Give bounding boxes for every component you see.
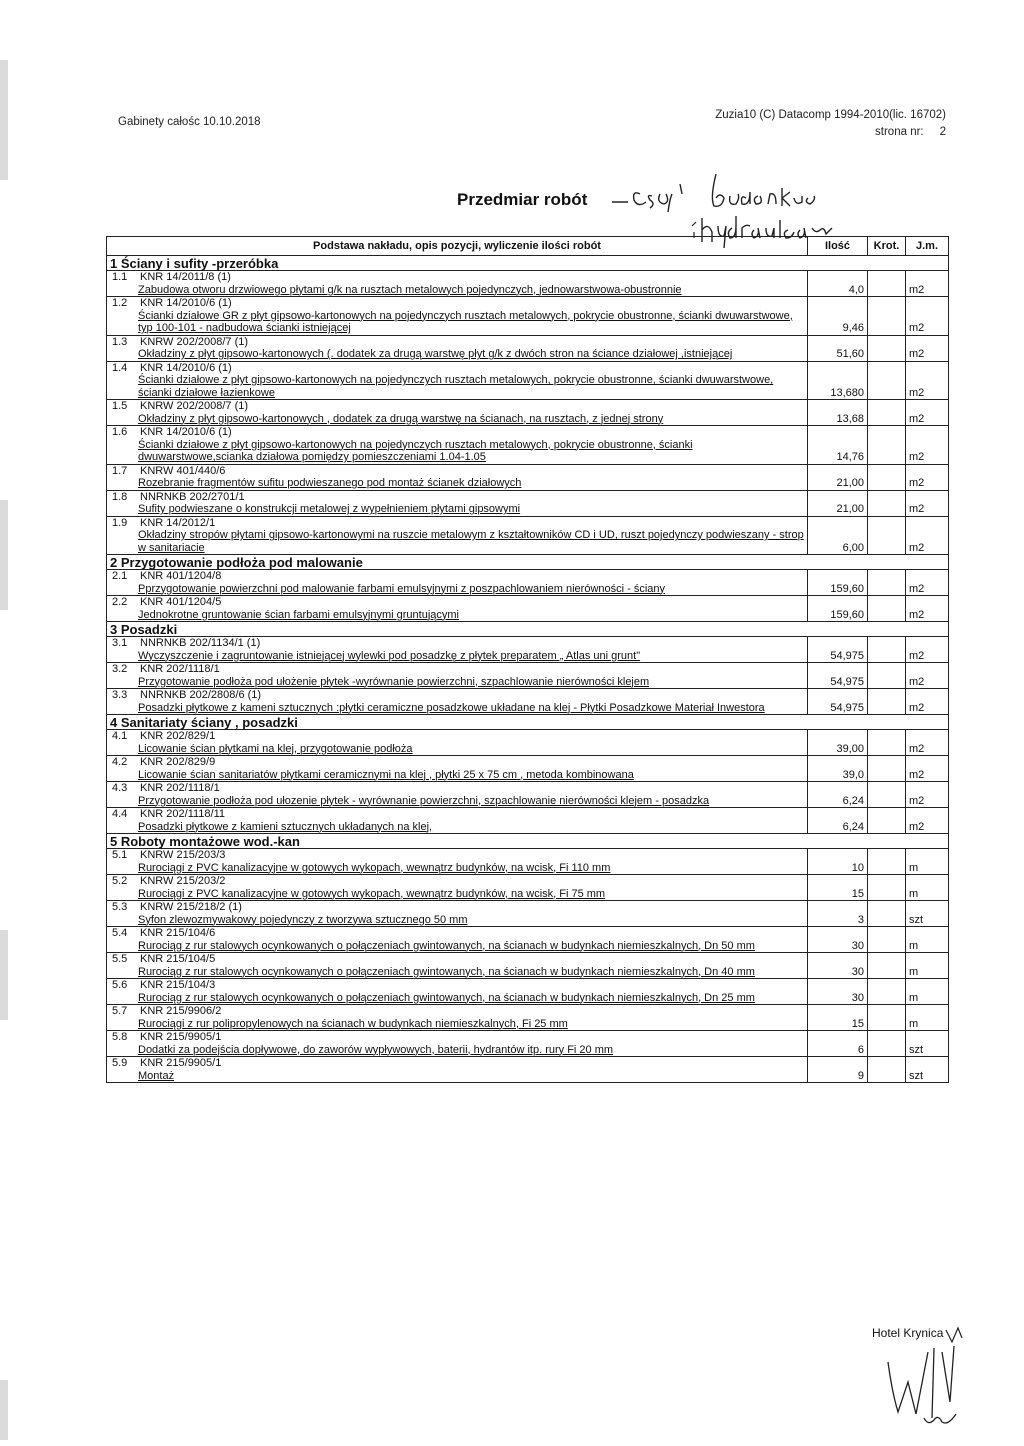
item-description: Rurociągi z PVC kanalizacyjne w gotowych wykopach, wewnątrz budynków, na wcisk, Fi 110 mm [138,861,611,874]
item-code: KNR 215/9905/1 [140,1057,222,1069]
table-row [107,689,949,715]
item-unit: m2 [906,271,949,297]
item-quantity: 15 [808,875,868,901]
item-code-line [110,979,804,992]
item-description-cell [107,570,808,596]
section-row [107,555,949,570]
item-unit: m [906,849,949,875]
item-code: NNRNKB 202/2808/6 (1) [140,689,262,701]
item-code-line [110,336,804,349]
item-unit: m2 [906,663,949,689]
item-code: KNR 215/104/5 [140,953,216,965]
item-code-line [110,596,804,609]
item-quantity: 39,0 [808,756,868,782]
item-number: 1.2 [112,297,128,309]
item-code: KNR 202/829/1 [140,730,216,742]
item-number: 4.3 [112,782,128,794]
item-description: Syfon zlewozmywakowy pojedynczy z tworzywa sztucznego 50 mm [138,913,468,926]
item-number: 1.6 [112,426,128,438]
item-unit: m2 [906,426,949,465]
item-unit: m2 [906,689,949,715]
page-title: Przedmiar robót [457,190,588,209]
item-code-line [110,808,804,821]
item-description-cell [107,953,808,979]
page-number-line [875,126,946,138]
table-row [107,426,949,465]
section-row [107,715,949,730]
item-quantity: 21,00 [808,464,868,490]
table-row [107,271,949,297]
table-row [107,464,949,490]
item-description-cell [107,875,808,901]
table-row [107,953,949,979]
item-code: NNRNKB 202/1134/1 (1) [140,637,261,649]
item-description: Pprzygotowanie powierzchni pod malowanie farbami emulsyjnymi z poszpachlowaniem nierówności - ściany [138,582,666,595]
section-row [107,834,949,849]
item-krot [868,901,906,927]
item-quantity: 14,76 [808,426,868,465]
item-description: Zabudowa otworu drzwiowego płytami g/k na rusztach metalowych pojedynczych, jednowarstwowa-obustronnie [138,283,682,296]
item-number: 5.6 [112,979,128,991]
item-unit: m2 [906,756,949,782]
item-krot [868,596,906,622]
item-number: 3.1 [112,637,128,649]
item-description: Ścianki działowe GR z płyt gipsowo-kartonowych na pojedynczych rusztach metalowych, pokrycie obustronne, ścianki dwuwarstwowe, typ 100-101 - nadbudowa ścianki istniejącej [138,309,793,334]
item-krot [868,1005,906,1031]
item-description-cell [107,271,808,297]
item-krot [868,335,906,361]
item-description: Okładziny z płyt gipsowo-kartonowych (. dodatek za drugą warstwę płyt g/k z dwóch stron na ściance działowej ,istniejącej [138,348,733,360]
item-number: 2.1 [112,570,128,582]
item-quantity: 6,00 [808,516,868,555]
header-description: Podstawa nakładu, opis pozycji, wyliczenie ilości robót [107,237,808,256]
item-unit: m2 [906,516,949,555]
document-header-left: Gabinety całośc 10.10.2018 [118,116,261,128]
table-row [107,927,949,953]
item-quantity: 54,975 [808,637,868,663]
item-krot [868,979,906,1005]
item-quantity: 9,46 [808,297,868,336]
item-krot [868,730,906,756]
item-number: 1.4 [112,361,128,374]
item-unit: m [906,979,949,1005]
item-code-line [110,491,804,504]
table-row [107,490,949,516]
item-quantity: 6,24 [808,808,868,834]
item-description: Ścianki działowe z płyt gipsowo-kartonowych na pojedynczych rusztach metalowych, pokrycie obustronne, ścianki dwuwarstwowe, ścianki działowe łazienkowe [138,374,774,399]
table-row [107,1031,949,1057]
item-number: 1.7 [112,464,128,477]
item-description-cell [107,782,808,808]
item-description-cell [107,756,808,782]
item-code-line [110,782,804,795]
item-quantity: 6 [808,1031,868,1057]
item-quantity: 39,00 [808,730,868,756]
item-description: Rurociągi z PVC kanalizacyjne w gotowych wykopach, wewnątrz budynków, na wcisk, Fi 75 mm [138,887,606,900]
item-number: 5.5 [112,953,128,965]
item-code: KNR 14/2010/6 (1) [140,361,232,374]
item-code: KNRW 401/440/6 [140,464,226,477]
item-krot [868,689,906,715]
handwritten-signature [872,1322,982,1432]
item-description-cell [107,297,808,336]
item-description: Posadzki płytkowe z kameni sztucznych :płytki ceramiczne posadzkowe układane na klej - Płytki Posadzkowe Materiał Inwestora [138,701,765,714]
item-code-line [110,689,804,702]
item-code-line [110,756,804,769]
item-number: 5.2 [112,875,128,887]
item-unit: szt [906,1031,949,1057]
item-number: 1.8 [112,490,128,503]
table-row [107,297,949,336]
table-row [107,756,949,782]
item-unit: m [906,875,949,901]
item-code-line [110,1057,804,1070]
table-row [107,901,949,927]
item-description-cell [107,361,808,400]
item-code: KNR 202/829/9 [140,756,216,768]
item-description-cell [107,808,808,834]
item-code: KNR 215/9905/1 [140,1031,222,1043]
table-body [107,256,949,1083]
item-description-cell [107,1057,808,1083]
item-code: KNR 14/2010/6 (1) [140,297,232,309]
item-description: Wyczyszczenie i zagruntowanie istniejącej wylewki pod posadzkę z płytek preparatem „ Atlas uni grunt" [138,649,641,662]
item-description-cell [107,400,808,426]
item-description: Rurociąg z rur stalowych ocynkowanych o połączeniach gwintowanych, na ścianach w budynkach niemieszkalnych, Dn 25 mm [138,991,755,1004]
item-code: KNRW 215/218/2 (1) [140,901,242,913]
item-unit: m [906,953,949,979]
item-quantity: 10 [808,849,868,875]
item-code: KNR 14/2012/1 [140,516,216,529]
item-code-line [110,637,804,650]
item-description: Jednokrotne gruntowanie ścian farbami emulsyjnymi gruntującymi [138,608,459,621]
item-quantity: 13,680 [808,361,868,400]
item-unit: m2 [906,490,949,516]
section-title: 3 Posadzki [107,622,949,637]
item-number: 5.1 [112,849,128,861]
item-krot [868,637,906,663]
item-description: Licowanie ścian płytkami na klej, przygotowanie podłoża [138,742,413,755]
item-krot [868,361,906,400]
item-quantity: 159,60 [808,570,868,596]
section-title: 5 Roboty montażowe wod.-kan [107,834,949,849]
item-quantity: 30 [808,927,868,953]
table-row [107,400,949,426]
page-label: strona nr: [875,126,924,138]
item-code-line [110,426,804,439]
item-quantity: 9 [808,1057,868,1083]
table-row [107,782,949,808]
item-code: NNRNKB 202/2701/1 [140,490,245,503]
item-krot [868,400,906,426]
header-unit: J.m. [906,237,949,256]
stamp-text: Hotel Krynica [872,1326,944,1340]
table-row [107,875,949,901]
item-description: Rurociągi z rur polipropylenowych na ścianach w budynkach niemieszkalnych, Fi 25 mm [138,1017,568,1030]
item-description-cell [107,596,808,622]
item-krot [868,570,906,596]
item-code-line [110,875,804,888]
item-description-cell [107,927,808,953]
item-code: KNR 215/9906/2 [140,1005,222,1017]
item-quantity: 6,24 [808,782,868,808]
item-code-line [110,297,804,310]
section-title: 2 Przygotowanie podłoża pod malowanie [107,555,949,570]
header-quantity: Ilość [808,237,868,256]
item-code-line [110,953,804,966]
item-quantity: 54,975 [808,689,868,715]
item-number: 5.4 [112,927,128,939]
item-krot [868,875,906,901]
item-code-line [110,1031,804,1044]
item-unit: m2 [906,730,949,756]
item-number: 5.7 [112,1005,128,1017]
section-row [107,256,949,271]
item-description: Sufity podwieszane o konstrukcji metalowej z wypełnieniem płytami gipsowymi [138,503,521,515]
item-krot [868,271,906,297]
item-description-cell [107,426,808,465]
item-description-cell [107,1005,808,1031]
table-row [107,663,949,689]
item-code: KNRW 202/2008/7 (1) [140,400,249,412]
item-description-cell [107,901,808,927]
item-number: 1.9 [112,516,128,529]
table-row [107,570,949,596]
item-quantity: 54,975 [808,663,868,689]
item-code-line [110,849,804,862]
item-code-line [110,517,804,530]
item-krot [868,426,906,465]
item-code: KNR 14/2011/8 (1) [140,271,231,283]
item-unit: m [906,1005,949,1031]
item-krot [868,1031,906,1057]
item-quantity: 51,60 [808,335,868,361]
table-row [107,361,949,400]
table-header-row [107,237,949,256]
item-number: 5.3 [112,901,128,913]
item-code: KNR 202/1118/11 [140,808,226,820]
item-krot [868,297,906,336]
table-row [107,335,949,361]
table-row [107,1057,949,1083]
item-description-cell [107,464,808,490]
item-quantity: 30 [808,953,868,979]
item-description: Przygotowanie podłoża pod ułozenie płytek - wyrównanie powierzchni, szpachlowanie nierówności klejem - posadzka [138,794,710,807]
item-description: Montaż [138,1069,175,1082]
item-krot [868,782,906,808]
item-code: KNRW 215/203/3 [140,849,226,861]
item-code: KNR 401/1204/8 [140,570,222,582]
item-unit: m2 [906,782,949,808]
item-unit: szt [906,901,949,927]
item-description-cell [107,637,808,663]
item-description: Licowanie ścian sanitariatów płytkami ceramicznymi na klej , płytki 25 x 75 cm , metoda kombinowana [138,768,634,781]
page-number: 2 [939,126,946,138]
item-unit: szt [906,1057,949,1083]
item-unit: m2 [906,335,949,361]
item-number: 1.1 [112,271,128,283]
item-number: 5.9 [112,1057,128,1069]
scan-edge-lower [0,930,8,1020]
table-row [107,1005,949,1031]
item-krot [868,1057,906,1083]
item-number: 4.4 [112,808,128,820]
table-row [107,808,949,834]
item-number: 4.2 [112,756,128,768]
item-krot [868,927,906,953]
item-code-line [110,901,804,914]
item-unit: m2 [906,297,949,336]
item-code-line [110,927,804,940]
item-number: 3.3 [112,689,128,701]
item-code-line [110,1005,804,1018]
item-description-cell [107,335,808,361]
item-krot [868,490,906,516]
item-unit: m2 [906,361,949,400]
item-description: Ścianki działowe z płyt gipsowo-kartonowych na pojedynczych rusztach metalowych, pokrycie obustronne, ścianki dwuwarstwowe,scianka działowa pomiędzy pomieszczeniami 1.04-1.05 [138,438,693,463]
item-description: Rurociąg z rur stalowych ocynkowanych o połączeniach gwintowanych, na ścianach w budynkach niemieszkalnych, Dn 40 mm [138,965,755,978]
item-code: KNR 14/2010/6 (1) [140,426,232,438]
scan-edge-bottom [0,1380,8,1440]
item-description: Rurociąg z rur stalowych ocynkowanych o połączeniach gwintowanych, na ścianach w budynkach niemieszkalnych, Dn 50 mm [138,939,755,952]
item-unit: m2 [906,596,949,622]
item-unit: m2 [906,570,949,596]
item-code-line [110,663,804,676]
table-row [107,637,949,663]
item-unit: m2 [906,400,949,426]
section-title: 4 Sanitariaty ściany , posadzki [107,715,949,730]
table-row [107,596,949,622]
item-description-cell [107,979,808,1005]
item-code: KNR 401/1204/5 [140,596,222,608]
item-description-cell [107,730,808,756]
item-code: KNR 215/104/3 [140,979,216,991]
item-krot [868,663,906,689]
item-krot [868,808,906,834]
item-quantity: 21,00 [808,490,868,516]
document-header-right [715,107,946,141]
item-description-cell [107,1031,808,1057]
item-description-cell [107,663,808,689]
item-number: 1.5 [112,400,128,412]
item-number: 4.1 [112,730,128,742]
item-description-cell [107,516,808,555]
item-code: KNRW 215/203/2 [140,875,226,887]
item-krot [868,464,906,490]
item-description: Przygotowanie podłoża pod ułożenie płytek -wyrównanie powierzchni, szpachlowanie nierówności klejem [138,675,650,688]
item-quantity: 15 [808,1005,868,1031]
item-unit: m [906,927,949,953]
item-krot [868,756,906,782]
scan-edge-top [0,60,8,180]
item-number: 2.2 [112,596,128,608]
table-row [107,979,949,1005]
scan-edge-middle [0,500,8,610]
item-krot [868,516,906,555]
item-description: Okładziny z płyt gipsowo-kartonowych , dodatek za drugą warstwę na ścianach, na rusztach, z jednej strony [138,412,664,425]
table-row [107,730,949,756]
item-description-cell [107,849,808,875]
item-unit: m2 [906,464,949,490]
table-row [107,849,949,875]
software-license-line: Zuzia10 (C) Datacomp 1994-2010(lic. 16702) [715,109,946,121]
item-code: KNR 202/1118/1 [140,782,220,794]
item-description: Rozebranie fragmentów sufitu podwieszanego pod montaż ścianek działowych [138,477,522,489]
item-description-cell [107,490,808,516]
item-unit: m2 [906,637,949,663]
section-title: 1 Ściany i sufity -przeróbka [107,256,949,271]
bill-of-quantities-table [106,236,949,1083]
item-code-line [110,570,804,583]
section-row [107,622,949,637]
item-code-line [110,362,804,375]
item-code: KNR 215/104/6 [140,927,216,939]
item-quantity: 30 [808,979,868,1005]
item-code-line [110,400,804,413]
item-unit: m2 [906,808,949,834]
item-quantity: 159,60 [808,596,868,622]
item-quantity: 3 [808,901,868,927]
item-code-line [110,730,804,743]
item-number: 3.2 [112,663,128,675]
item-description: Posadzki płytkowe z kamieni sztucznych układanych na klej, [138,820,433,833]
table-row [107,516,949,555]
item-quantity: 4,0 [808,271,868,297]
item-code-line [110,465,804,478]
item-krot [868,953,906,979]
header-krot: Krot. [868,237,906,256]
item-code: KNRW 202/2008/7 (1) [140,335,249,348]
item-description: Okładziny stropów płytami gipsowo-kartonowymi na ruszcie metalowym z kształtowników CD i UD, ruszt pojedynczy podwieszany - strop w sanitariacie [138,529,804,554]
item-code-line [110,271,804,284]
item-quantity: 13,68 [808,400,868,426]
item-number: 1.3 [112,335,128,348]
item-description: Dodatki za podejścia dopływowe, do zaworów wypływowych, baterii, hydrantów itp. rury Fi 20 mm [138,1043,614,1056]
item-description-cell [107,689,808,715]
item-krot [868,849,906,875]
item-code: KNR 202/1118/1 [140,663,220,675]
item-number: 5.8 [112,1031,128,1043]
